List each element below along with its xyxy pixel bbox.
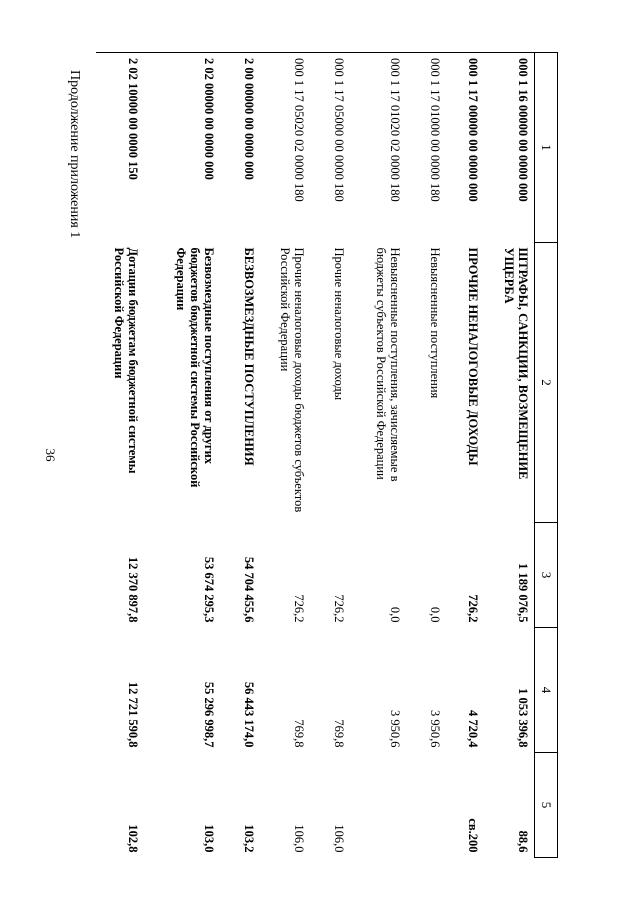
row-value-3: 0,0: [428, 606, 443, 623]
row-value-4: 3 950,6: [428, 710, 443, 748]
row-name: ПРОЧИЕ НЕНАЛОГОВЫЕ ДОХОДЫ: [466, 247, 481, 466]
row-value-3: 12 370 897,8: [126, 556, 141, 623]
row-name: Безвозмездные поступления от других бюджетов бюджетной системы Российской Федерации: [174, 247, 217, 488]
row-value-5: [407, 753, 447, 858]
table-container: [88, 52, 558, 857]
table-row: [145, 53, 221, 858]
row-name: БЕЗВОЗМЕЗДНЫЕ ПОСТУПЛЕНИЯ: [242, 247, 257, 466]
row-value-3: 53 674 295,3: [202, 556, 217, 623]
row-value-5: св.200: [466, 818, 481, 853]
table-row: [311, 53, 351, 858]
row-name: Невыясненные поступления: [428, 247, 443, 399]
row-value-4: 12 721 590,8: [126, 681, 141, 748]
row-value-4: 1 053 396,8: [516, 688, 530, 748]
column-header-5: 5: [535, 753, 558, 858]
column-header-3: 3: [535, 523, 558, 628]
table-row: [221, 53, 261, 858]
row-code: 000 1 17 01000 00 0000 180: [407, 53, 447, 243]
table-row: [447, 53, 485, 858]
row-value-5: 88,6: [516, 830, 530, 853]
row-value-5: 103,0: [202, 824, 217, 853]
table-row: [261, 53, 311, 858]
table-row: [485, 53, 535, 858]
row-value-5: 106,0: [332, 824, 347, 853]
row-value-4: 3 950,6: [388, 710, 403, 748]
page-number: 36: [43, 448, 58, 462]
row-value-5: [351, 753, 407, 858]
column-header-4: 4: [535, 628, 558, 753]
row-name: Дотации бюджетам бюджетной системы Российской Федерации: [112, 247, 141, 474]
row-value-5: 106,0: [292, 824, 307, 853]
row-value-3: 0,0: [388, 606, 403, 623]
row-value-4: 55 296 998,7: [202, 681, 217, 748]
row-value-4: 4 720,4: [466, 710, 481, 748]
row-code: 2 02 10000 00 0000 150: [97, 53, 145, 243]
row-code: 000 1 17 05000 00 0000 180: [311, 53, 351, 243]
row-value-5: 103,2: [242, 824, 257, 853]
table-row: [97, 53, 145, 858]
row-name: ШТРАФЫ, САНКЦИИ, ВОЗМЕЩЕНИЕ УЩЕРБА: [502, 247, 530, 480]
table-row: [407, 53, 447, 858]
row-value-3: 54 704 455,6: [242, 556, 257, 623]
row-value-3: 726,2: [332, 594, 347, 623]
row-code: 000 1 17 05020 02 0000 180: [261, 53, 311, 243]
row-value-4: 769,8: [292, 719, 307, 748]
row-name: Невыясненные поступления, зачисляемые в бюджеты субъектов Российской Федерации: [374, 247, 403, 482]
row-value-3: 726,2: [466, 594, 481, 623]
column-header-2: 2: [535, 243, 558, 523]
row-name: Прочие неналоговые доходы бюджетов субъектов Российской Федерации: [278, 247, 307, 513]
row-value-4: 769,8: [332, 719, 347, 748]
row-value-3: 1 189 076,5: [516, 563, 530, 623]
row-code: 000 1 17 01020 02 0000 180: [351, 53, 407, 243]
row-value-4: 56 443 174,0: [242, 681, 257, 748]
table-row: [351, 53, 407, 858]
table-body: [97, 53, 535, 858]
column-number-row: [535, 53, 558, 858]
row-name: Прочие неналоговые доходы: [332, 247, 347, 401]
row-code: 000 1 16 00000 00 0000 000: [485, 53, 535, 243]
continuation-label: Продолжение приложения 1: [67, 69, 82, 238]
row-code: 2 02 00000 00 0000 000: [145, 53, 221, 243]
revenue-table: [97, 52, 559, 858]
row-code: 2 00 00000 00 0000 000: [221, 53, 261, 243]
rotated-table-wrapper: [88, 52, 558, 857]
row-value-5: 102,8: [126, 824, 141, 853]
column-header-1: 1: [535, 53, 558, 243]
row-code: 000 1 17 00000 00 0000 000: [447, 53, 485, 243]
row-value-3: 726,2: [292, 594, 307, 623]
